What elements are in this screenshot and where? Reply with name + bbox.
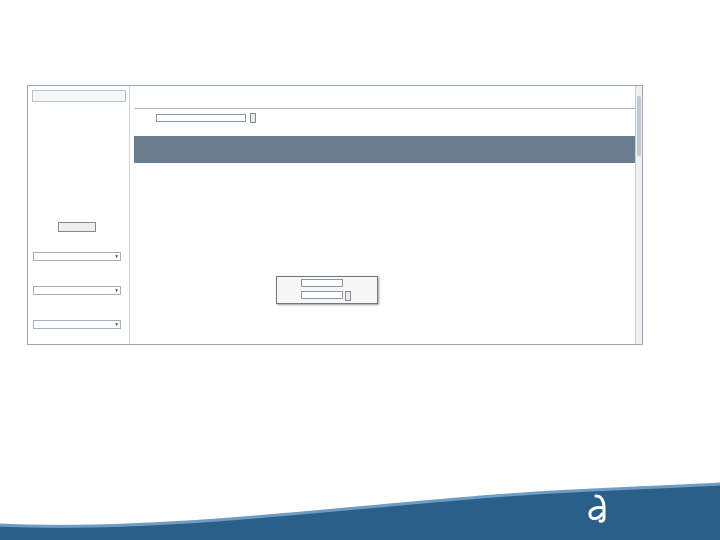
section-citizens bbox=[29, 306, 127, 334]
col-reg[interactable] bbox=[224, 136, 272, 163]
journal-screenshot bbox=[27, 85, 643, 345]
sidebar-search-box[interactable] bbox=[32, 90, 126, 102]
section-outgoing bbox=[29, 272, 127, 300]
section-select[interactable] bbox=[33, 252, 121, 261]
popup-find-button[interactable] bbox=[345, 291, 351, 301]
col-expand[interactable] bbox=[134, 136, 174, 163]
main-panel bbox=[130, 86, 642, 344]
section-incoming bbox=[29, 238, 127, 266]
quick-search-popup bbox=[276, 276, 378, 304]
popup-input[interactable] bbox=[301, 291, 343, 299]
search-input[interactable] bbox=[156, 114, 246, 122]
section-select[interactable] bbox=[33, 286, 121, 295]
sidebar-filter-button[interactable] bbox=[58, 222, 96, 232]
table-header bbox=[134, 136, 638, 163]
scrollbar[interactable] bbox=[635, 86, 642, 344]
popup-input[interactable] bbox=[301, 279, 343, 287]
col-author[interactable] bbox=[317, 136, 427, 163]
find-button[interactable] bbox=[250, 113, 256, 123]
brand-logo bbox=[585, 494, 613, 524]
col-content[interactable] bbox=[427, 136, 632, 163]
title-divider bbox=[134, 108, 638, 109]
sidebar bbox=[28, 86, 130, 344]
brand-mark-icon bbox=[585, 494, 607, 524]
section-select[interactable] bbox=[33, 320, 121, 329]
col-type[interactable] bbox=[174, 136, 224, 163]
scroll-thumb[interactable] bbox=[637, 96, 641, 156]
col-in[interactable] bbox=[272, 136, 317, 163]
